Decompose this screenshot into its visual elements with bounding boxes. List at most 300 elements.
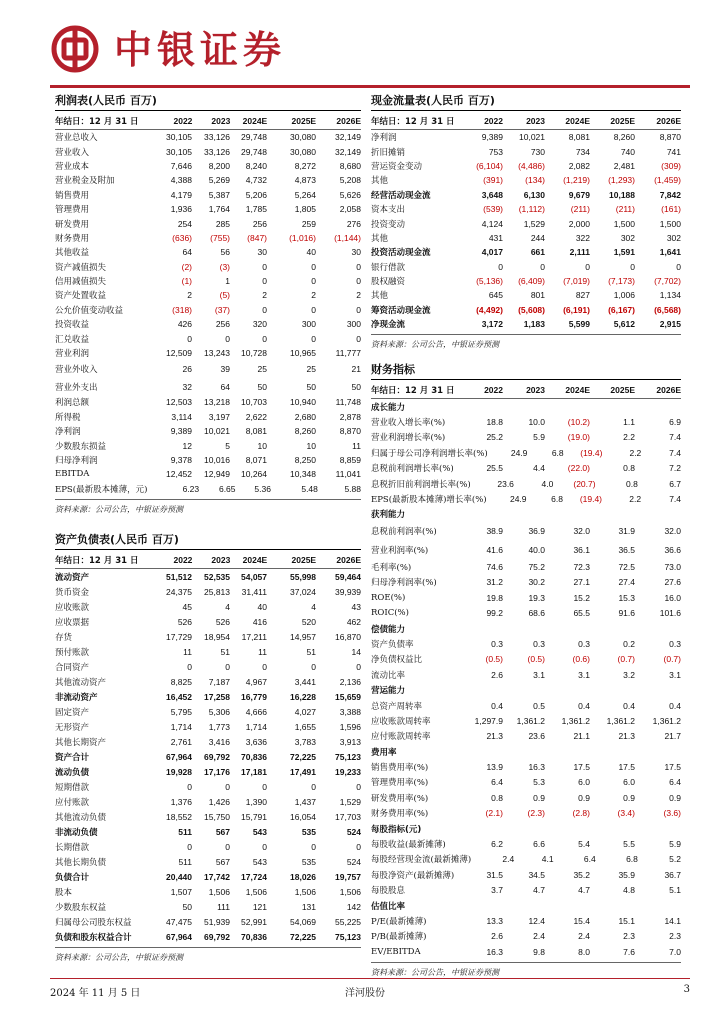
row-value: 8,260	[294, 426, 316, 437]
table-row	[55, 346, 361, 360]
row-value: 67,964	[166, 931, 192, 942]
row-value: 50	[257, 381, 267, 392]
cashflow-source-note: 资料来源：公司公告，中银证券预测	[371, 334, 681, 350]
row-value: 10,348	[290, 469, 316, 480]
table-row	[371, 836, 681, 851]
row-value: (3)	[219, 261, 230, 272]
table-row	[371, 652, 681, 667]
row-value: 69,792	[204, 751, 230, 762]
row-value: 5,612	[613, 319, 635, 330]
row-value: 6.0	[623, 777, 635, 788]
row-label: 偿债能力	[371, 624, 406, 635]
row-value: 7.6	[623, 946, 635, 957]
row-value: 0	[311, 276, 316, 287]
row-label: 财务费用	[55, 233, 90, 244]
row-value: 26	[182, 364, 192, 374]
row-value: (4,486)	[518, 160, 545, 171]
row-label: 投资活动现金流	[371, 248, 431, 259]
row-value: 3,114	[171, 411, 192, 422]
table-row	[55, 899, 361, 914]
row-label: 股本	[55, 887, 73, 898]
row-label: 公允价值变动收益	[55, 305, 124, 316]
row-label: 汇兑收益	[55, 334, 90, 345]
row-value: 52,535	[204, 571, 230, 582]
row-value: 19.8	[486, 592, 503, 603]
row-value: 0	[262, 276, 267, 287]
row-value: 1,361.2	[516, 715, 545, 726]
table-row	[55, 749, 361, 764]
page-number: 3	[683, 984, 690, 995]
row-value: (1,144)	[334, 232, 361, 243]
row-value: 0	[356, 276, 361, 287]
table-row	[55, 584, 361, 599]
row-value: 661	[530, 247, 545, 258]
row-value: 7.4	[669, 432, 681, 443]
row-value: 1,529	[523, 218, 545, 229]
row-value: 16.0	[664, 592, 681, 603]
row-value: 10,016	[204, 455, 230, 465]
row-value: 1,506	[245, 886, 267, 897]
row-value: 753	[488, 146, 503, 157]
table-row	[55, 779, 361, 794]
row-value: 32,149	[335, 132, 361, 143]
row-value: 8,200	[208, 160, 230, 171]
table-row	[371, 216, 681, 230]
row-value: 51,512	[166, 571, 192, 582]
row-value: 15,659	[335, 691, 361, 702]
row-value: 0.3	[669, 638, 681, 649]
table-row	[371, 144, 681, 158]
row-value: 1,376	[170, 796, 192, 807]
row-value: (7,173)	[608, 276, 635, 287]
financial-ratios-panel	[371, 362, 681, 978]
row-value: (309)	[661, 160, 681, 171]
ratios-header-row	[371, 382, 681, 399]
table-row	[371, 231, 681, 245]
row-value: 16,452	[166, 691, 192, 702]
row-value: 0	[676, 261, 681, 272]
row-value: 1,506	[339, 886, 361, 897]
row-value: 4.8	[623, 885, 635, 896]
row-value: 17,491	[290, 766, 316, 777]
row-label: 估值比率	[371, 901, 406, 912]
row-value: 17.5	[664, 762, 681, 773]
row-value: 38.9	[486, 526, 503, 537]
row-value: 8,272	[294, 160, 316, 171]
row-label: 应付账款	[55, 797, 90, 808]
header-year: 2022	[484, 385, 503, 395]
row-value: 10	[306, 440, 316, 451]
row-value: (211)	[570, 204, 590, 215]
row-value: 2	[356, 290, 361, 301]
row-label: 营业收入	[55, 147, 90, 158]
table-row	[55, 854, 361, 869]
row-value: 25	[306, 364, 316, 374]
row-value: 5,599	[568, 319, 590, 330]
row-label: 投资变动	[371, 219, 406, 230]
row-label: 利润总额	[55, 398, 90, 409]
row-value: 3.1	[669, 669, 681, 680]
row-value: 0	[498, 261, 503, 272]
row-value: 730	[530, 146, 545, 157]
row-value: 526	[215, 616, 230, 627]
row-value: 1,500	[613, 218, 635, 229]
row-value: 3,416	[208, 736, 230, 747]
row-value: 1,183	[523, 319, 545, 330]
row-label: 获利能力	[371, 510, 406, 521]
row-value: (19.0)	[567, 432, 590, 443]
row-value: 2.4	[502, 854, 515, 865]
row-value: 75,123	[335, 931, 361, 942]
row-value: 302	[620, 232, 635, 243]
row-value: 3,783	[294, 736, 316, 747]
row-value: (1,112)	[518, 204, 545, 215]
row-value: 320	[252, 319, 267, 330]
row-value: 36.1	[573, 545, 590, 556]
row-value: (5,136)	[476, 276, 503, 287]
row-value: 6.8	[551, 447, 564, 458]
row-value: (6,191)	[563, 304, 590, 315]
row-value: 27.6	[664, 577, 681, 588]
row-label: 应收账款	[55, 602, 90, 613]
row-label: 其他	[371, 176, 389, 187]
row-label: 其他收益	[55, 248, 90, 259]
row-value: 5.36	[254, 483, 271, 494]
row-value: (7,019)	[563, 276, 590, 287]
row-value: 30,105	[166, 146, 192, 157]
income-header-row	[55, 113, 361, 130]
row-value: 5.1	[669, 885, 681, 896]
row-value: 5.3	[533, 777, 545, 788]
row-value: 0	[311, 841, 316, 852]
row-value: 0.4	[623, 700, 635, 711]
row-value: 39	[220, 364, 230, 374]
row-value: 2.4	[533, 931, 545, 942]
row-label: 营业收入增长率(%)	[371, 418, 446, 429]
row-value: (2)	[181, 261, 192, 272]
row-value: 2.2	[629, 447, 642, 458]
row-value: 1,936	[170, 204, 192, 215]
row-label: 营运能力	[371, 686, 406, 697]
table-row	[371, 445, 681, 460]
income-source-note: 资料来源：公司公告，中银证券预测	[55, 499, 361, 515]
row-value: (0.5)	[485, 654, 503, 665]
header-label: 年结日：12 月 31 日	[371, 117, 455, 127]
table-row	[55, 303, 361, 317]
row-value: 29,748	[241, 132, 267, 143]
row-label: EV/EBITDA	[371, 946, 421, 957]
row-value: 0	[225, 781, 230, 792]
row-value: (22.0)	[567, 463, 590, 474]
row-label: 息税前利润率(%)	[371, 527, 437, 538]
row-value: 5,306	[208, 706, 230, 717]
row-value: 21.3	[486, 731, 503, 742]
row-value: 2,082	[568, 160, 590, 171]
row-label: 每股净资产(最新摊薄)	[371, 870, 455, 881]
header-year: 2024E	[242, 555, 268, 565]
row-value: 15.4	[573, 915, 590, 926]
row-label: 流动资产	[55, 572, 90, 583]
table-row	[55, 734, 361, 749]
balance-source-note: 资料来源：公司公告，中银证券预测	[55, 947, 361, 963]
row-value: 2.3	[623, 931, 635, 942]
row-value: 21	[351, 364, 361, 374]
row-label: 其他流动资产	[55, 677, 107, 688]
table-row	[371, 883, 681, 898]
row-label: 毛利率(%)	[371, 563, 412, 573]
row-value: 4,873	[294, 175, 316, 186]
row-label: 应收票据	[55, 617, 90, 628]
row-value: 535	[301, 826, 316, 837]
row-value: 2.3	[669, 931, 681, 942]
row-value: 16.3	[528, 762, 545, 773]
row-value: 511	[178, 856, 192, 867]
header-label: 年结日：12 月 31 日	[371, 386, 455, 396]
row-value: 14,957	[290, 631, 316, 642]
row-value: 36.9	[528, 526, 545, 537]
row-label: 净负债权益比	[371, 655, 423, 666]
row-value: 0	[187, 333, 192, 344]
row-value: 30,080	[290, 146, 316, 157]
table-row	[371, 575, 681, 590]
row-label: 营业利润增长率(%)	[371, 433, 446, 444]
row-label: 归母净利润率(%)	[371, 578, 437, 589]
table-row	[55, 438, 361, 452]
row-label: 资本支出	[371, 205, 406, 216]
row-label: 营业外收入	[55, 365, 98, 375]
row-label: 其他流动负债	[55, 812, 107, 823]
row-value: 3,172	[481, 319, 503, 330]
table-row	[55, 764, 361, 779]
table-row	[371, 621, 681, 636]
row-label: 营业外支出	[55, 382, 98, 393]
row-value: 9,389	[481, 132, 503, 143]
row-value: 0	[356, 781, 361, 792]
row-value: 543	[252, 826, 267, 837]
row-value: 31.5	[486, 869, 503, 880]
row-value: 9.8	[533, 946, 545, 957]
row-value: 5,795	[170, 706, 192, 717]
table-row	[371, 317, 681, 331]
row-label: 研发费用率(%)	[371, 793, 429, 804]
row-value: 17,258	[204, 691, 230, 702]
row-value: 20,440	[166, 871, 192, 882]
table-row	[55, 130, 361, 144]
row-value: 72,225	[290, 751, 316, 762]
row-value: (37)	[214, 304, 230, 315]
table-row	[55, 824, 361, 839]
row-value: 11,041	[335, 469, 361, 480]
row-value: 0.8	[626, 478, 638, 489]
row-label: 息税折旧前利润增长率(%)	[371, 479, 471, 490]
row-value: 3,913	[339, 736, 361, 747]
row-value: 0	[262, 661, 267, 672]
row-value: 0.4	[578, 700, 590, 711]
row-value: 12.4	[528, 915, 545, 926]
row-value: 3,648	[481, 189, 503, 200]
page-footer	[50, 978, 690, 999]
row-value: 0.9	[623, 792, 635, 803]
row-value: 17,742	[204, 871, 230, 882]
row-value: 1,390	[245, 796, 267, 807]
row-value: (6,409)	[518, 276, 545, 287]
table-row	[371, 476, 681, 491]
row-value: 75,123	[335, 751, 361, 762]
row-value: (19.4)	[580, 447, 603, 458]
row-value: 4,017	[481, 247, 503, 258]
row-value: 5,208	[339, 175, 361, 186]
row-value: 0	[225, 841, 230, 852]
row-label: 研发费用	[55, 219, 90, 230]
row-value: 64	[220, 381, 230, 392]
row-value: (20.7)	[573, 478, 596, 489]
row-value: 15.3	[618, 592, 635, 603]
balance-sheet-panel	[55, 532, 361, 963]
cashflow-statement-panel	[371, 93, 681, 350]
row-value: 51	[306, 646, 316, 657]
table-row	[371, 929, 681, 944]
row-value: 50	[182, 901, 192, 912]
row-value: 5,206	[245, 189, 267, 200]
row-value: 12,509	[166, 348, 192, 359]
table-row	[55, 689, 361, 704]
row-value: 6.4	[583, 854, 596, 865]
row-label: 其他	[371, 291, 389, 302]
header-year: 2026E	[656, 385, 681, 395]
row-value: 5.88	[344, 483, 361, 494]
row-value: 0	[262, 333, 267, 344]
table-row	[371, 288, 681, 302]
row-label: 经营活动现金流	[371, 190, 431, 201]
footer-date: 2024 年 11 月 5 日	[50, 988, 141, 999]
row-value: 6.8	[551, 494, 563, 505]
row-value: 37,024	[290, 586, 316, 597]
row-label: 折旧摊销	[371, 147, 406, 158]
row-value: 10,264	[241, 469, 267, 480]
row-value: 4.4	[533, 463, 545, 474]
row-label: 股权融资	[371, 277, 406, 288]
row-value: (391)	[483, 175, 503, 186]
income-title: 利润表(人民币 百万)	[55, 93, 361, 111]
row-value: 0	[356, 841, 361, 852]
row-value: (211)	[615, 204, 635, 215]
ratios-source-note: 资料来源：公司公告，中银证券预测	[371, 962, 681, 978]
header-label: 年结日：12 月 31 日	[55, 117, 139, 127]
row-value: 3.7	[491, 885, 503, 896]
row-value: 3,388	[339, 706, 361, 717]
row-value: 25.5	[486, 463, 503, 474]
row-value: 0.9	[578, 792, 590, 803]
balance-title: 资产负债表(人民币 百万)	[55, 532, 361, 550]
row-value: 0.2	[623, 638, 635, 649]
row-value: 2,481	[613, 160, 635, 171]
row-value: 10,728	[241, 348, 267, 359]
row-value: 6.23	[182, 483, 200, 494]
row-value: 8,870	[659, 132, 681, 143]
row-value: 5,269	[208, 175, 230, 186]
row-value: 524	[346, 856, 361, 867]
header-year: 2024E	[242, 116, 268, 126]
row-value: 2,058	[339, 204, 361, 215]
row-value: 4,124	[481, 218, 503, 229]
row-value: 6.9	[669, 417, 681, 428]
row-value: 25,813	[204, 586, 230, 597]
row-label: 负债和股东权益合计	[55, 932, 132, 943]
row-value: 1,361.2	[652, 715, 681, 726]
row-value: 8,260	[613, 132, 635, 143]
table-row	[55, 869, 361, 884]
table-row	[55, 188, 361, 202]
table-row	[371, 274, 681, 288]
table-row	[371, 559, 681, 574]
row-value: 4.7	[533, 885, 545, 896]
row-value: (5,608)	[518, 304, 545, 315]
row-label: 归属于母公司净利润增长率(%)	[371, 448, 488, 459]
table-row	[55, 317, 361, 331]
table-row	[55, 467, 361, 481]
row-value: 0.3	[578, 638, 590, 649]
row-value: 2,915	[659, 319, 681, 330]
row-value: 4,732	[245, 175, 267, 186]
row-value: 10.0	[528, 417, 545, 428]
row-value: 33,126	[204, 132, 230, 143]
table-row	[371, 913, 681, 928]
row-value: 13,243	[204, 348, 230, 359]
header-year: 2023	[211, 116, 231, 126]
row-value: 5,264	[294, 189, 316, 200]
row-value: (2.3)	[527, 808, 545, 819]
row-value: 15.2	[573, 592, 590, 603]
row-value: 5.4	[578, 839, 590, 850]
header-year: 2025E	[291, 116, 317, 126]
row-value: 0	[540, 261, 545, 272]
table-row	[55, 453, 361, 467]
row-value: 13,218	[204, 397, 230, 408]
row-value: 2,622	[245, 411, 267, 422]
row-label: 归属母公司股东权益	[55, 917, 132, 928]
row-value: 4,179	[170, 189, 192, 200]
row-value: 1,655	[294, 721, 316, 732]
row-value: 23.6	[528, 731, 545, 742]
row-value: 567	[215, 856, 230, 867]
row-value: 5,626	[339, 189, 361, 200]
row-value: 4.1	[541, 854, 554, 865]
row-value: 0.4	[491, 700, 503, 711]
row-value: 276	[346, 218, 361, 229]
table-row	[371, 507, 681, 522]
row-label: 营业利润	[55, 349, 90, 360]
row-value: 72.3	[573, 562, 590, 572]
table-row	[55, 599, 361, 614]
row-value: 2,761	[170, 736, 192, 747]
row-value: 43	[351, 601, 361, 612]
header-year: 2026E	[336, 116, 361, 126]
header-rule	[50, 85, 690, 88]
row-value: 8,240	[245, 160, 267, 171]
table-row	[371, 303, 681, 317]
row-value: 2	[262, 290, 267, 301]
row-value: 36.7	[664, 869, 681, 880]
row-value: 0.9	[533, 792, 545, 803]
row-value: 1,773	[208, 721, 230, 732]
row-value: 0	[262, 304, 267, 315]
row-value: 32.0	[664, 526, 681, 537]
row-value: 27.1	[573, 577, 590, 588]
row-value: 17,724	[241, 871, 267, 882]
table-row	[55, 360, 361, 378]
row-value: (0.7)	[617, 654, 635, 665]
table-row	[55, 331, 361, 345]
